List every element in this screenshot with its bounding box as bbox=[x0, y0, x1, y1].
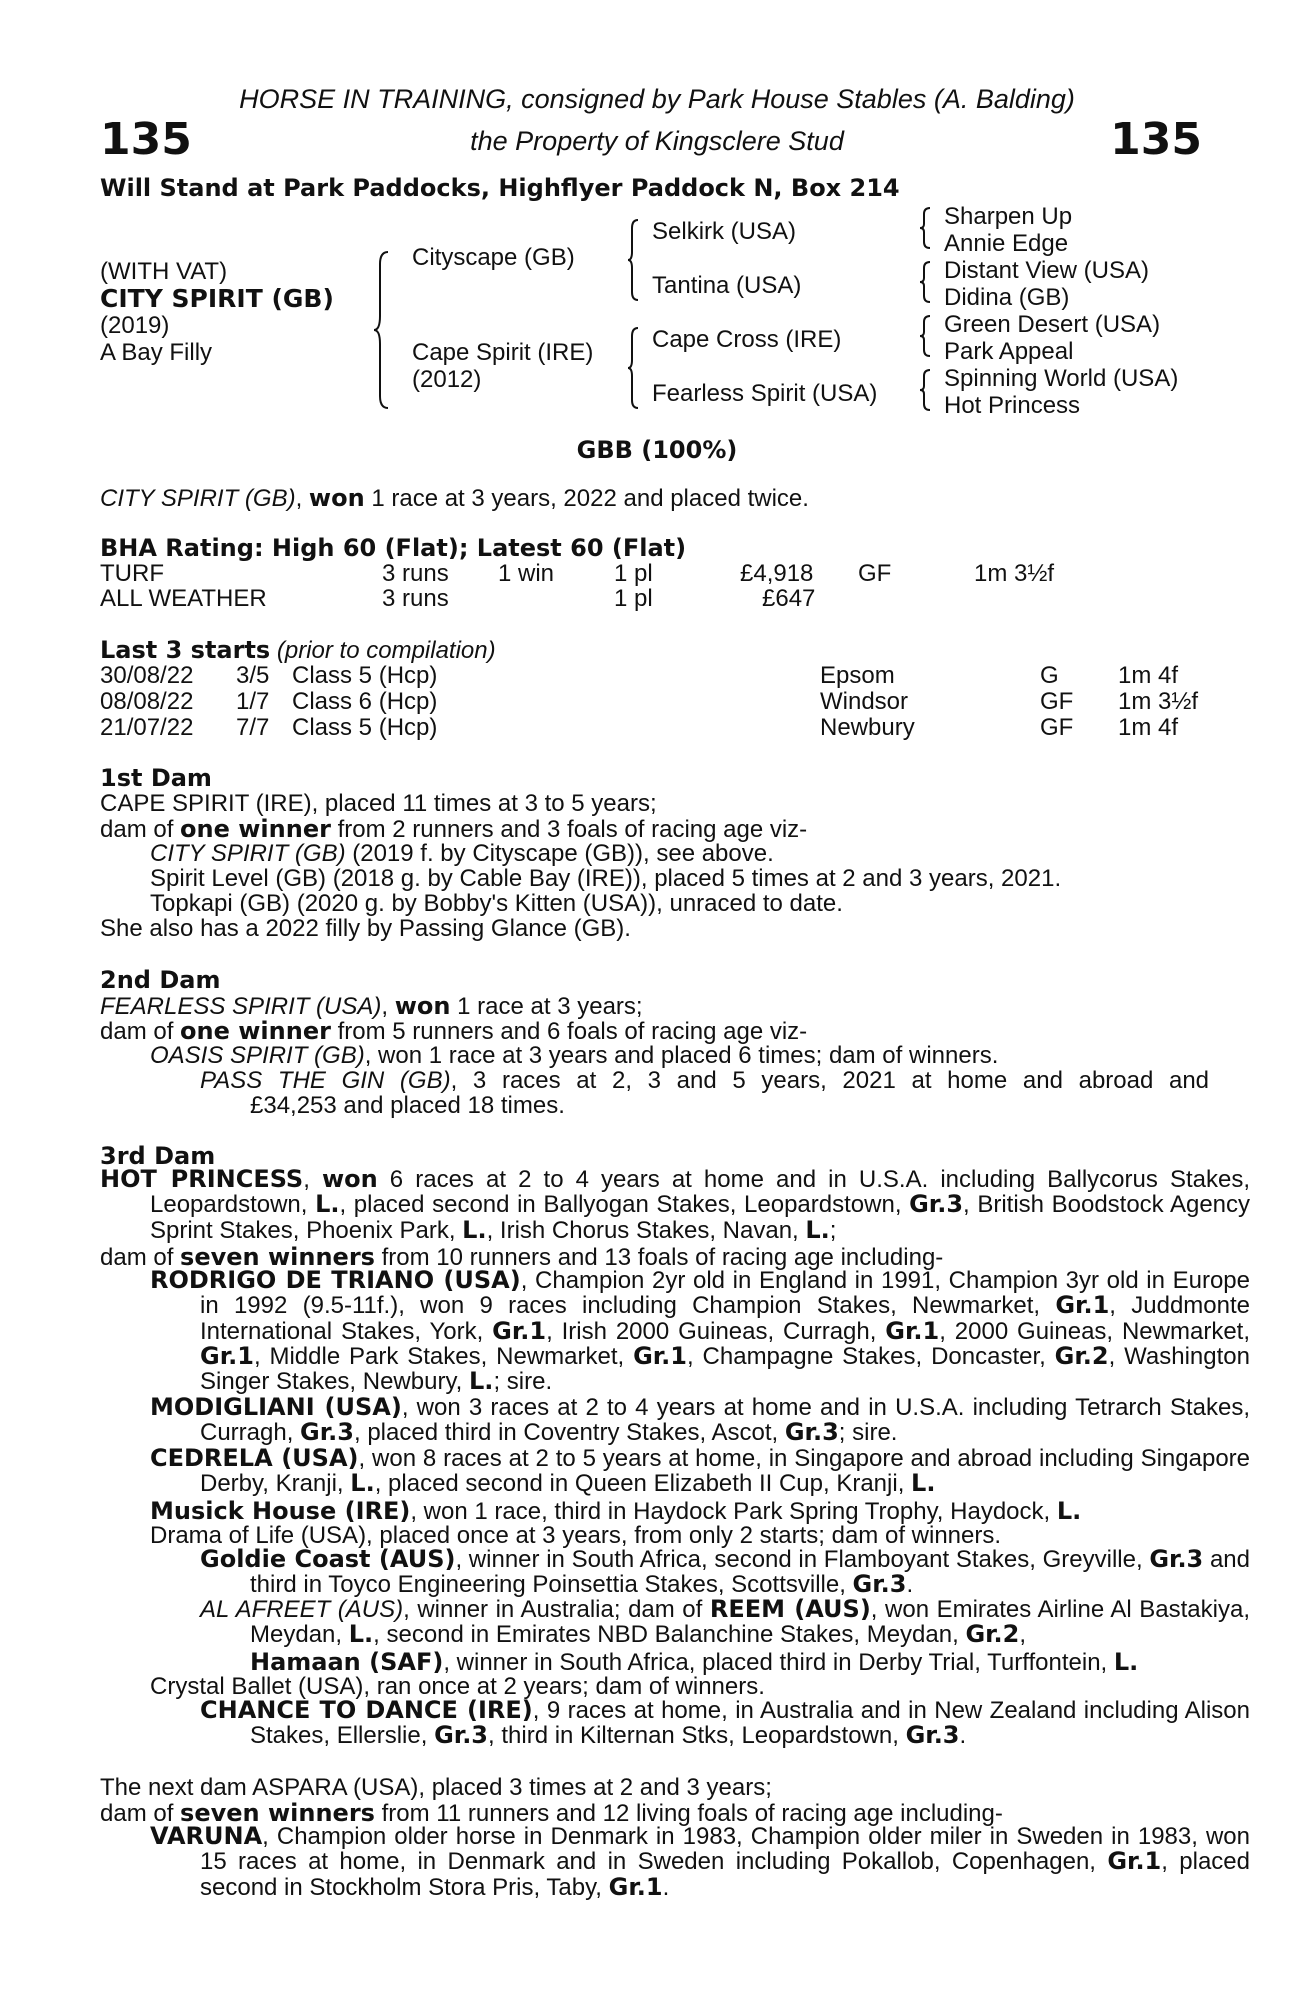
rodrigo-de-triano-entry: RODRIGO DE TRIANO (USA), Champion 2yr old in England in 1991, Champion 3yr old in Europe in 1992 (9.5-11f.), won 9 races including Champion Stakes, Newmarket, Gr.1, Juddmonte International Stakes, York, Gr.1, Irish 2000 Guineas, Curragh, Gr.1, 2000 Guineas, Newmarket, Gr.1, Middle Park Stakes, Newmarket, Gr.1, Champagne Stakes, Doncaster, Gr.2, Washington Singer Stakes, Newbury, L.; sire. bbox=[150, 1266, 1251, 1396]
goldie-coast-entry: Goldie Coast (AUS), winner in South Africa, second in Flamboyant Stakes, Greyville, Gr.3 and third in Toyco Engineering Poinsettia Stakes, Scottsville, Gr.3. bbox=[200, 1545, 1250, 1599]
sire-sire: Selkirk (USA) bbox=[652, 218, 797, 245]
pedigree-brace-g2 bbox=[918, 260, 932, 304]
gg-5: Green Desert (USA) bbox=[944, 311, 1161, 338]
vat-note: (WITH VAT) bbox=[100, 258, 228, 285]
gg-4: Didina (GB) bbox=[944, 284, 1070, 311]
hot-princess-entry: HOT PRINCESS, won 6 races at 2 to 4 years at home and in U.S.A. including Ballycorus Stakes, Leopardstown, L., placed second in Ballyogan Stakes, Leopardstown, Gr.3, British Boodstock Agency Sprint Stakes, Phoenix Park, L., Irish Chorus Stakes, Navan, L.; bbox=[100, 1165, 1251, 1244]
last-starts-title: Last 3 starts (prior to compilation) bbox=[100, 636, 496, 664]
chance-to-dance-entry: CHANCE TO DANCE (IRE), 9 races at home, in Australia and in New Zealand including Alison Stakes, Ellerslie, Gr.3, third in Kilternan Stks, Leopardstown, Gr.3. bbox=[200, 1696, 1250, 1750]
dam: Cape Spirit (IRE) bbox=[412, 339, 594, 366]
consignor-line: HORSE IN TRAINING, consigned by Park House Stables (A. Balding) bbox=[239, 84, 1075, 114]
pedigree-brace-sire bbox=[626, 218, 642, 302]
gg-3: Distant View (USA) bbox=[944, 257, 1149, 284]
bha-rating: BHA Rating: High 60 (Flat); Latest 60 (Flat) bbox=[100, 534, 687, 562]
first-dam-title: 1st Dam bbox=[100, 764, 212, 792]
gg-8: Hot Princess bbox=[944, 392, 1081, 419]
pedigree-brace-dam bbox=[626, 326, 642, 410]
stand-location: Will Stand at Park Paddocks, Highflyer Paddock N, Box 214 bbox=[100, 174, 900, 202]
produce-pass-the-gin: PASS THE GIN (GB), 3 races at 2, 3 and 5 years, 2021 at home and abroad and bbox=[200, 1067, 1210, 1094]
gg-2: Annie Edge bbox=[944, 230, 1069, 257]
first-dam-line: CAPE SPIRIT (IRE), placed 11 times at 3 to 5 years; bbox=[100, 790, 657, 817]
property-line: the Property of Kingsclere Stud bbox=[470, 126, 844, 156]
produce-spirit-level: Spirit Level (GB) (2018 g. by Cable Bay (IRE)), placed 5 times at 2 and 3 years, 2021. bbox=[150, 865, 1062, 892]
gbb-percentage: GBB (100%) bbox=[576, 436, 738, 464]
produce-2022-filly: She also has a 2022 filly by Passing Glance (GB). bbox=[100, 915, 631, 942]
hamaan-entry: Hamaan (SAF), winner in South Africa, placed third in Derby Trial, Turffontein, L. bbox=[250, 1648, 1139, 1676]
modigliani-entry: MODIGLIANI (USA), won 3 races at 2 to 4 years at home and in U.S.A. including Tetrarch Stakes, Curragh, Gr.3, placed third in Coventry Stakes, Ascot, Gr.3; sire. bbox=[150, 1393, 1250, 1447]
pass-the-gin-earnings: £34,253 and placed 18 times. bbox=[250, 1092, 565, 1119]
produce-topkapi: Topkapi (GB) (2020 g. by Bobby's Kitten (USA)), unraced to date. bbox=[150, 890, 843, 917]
dam-dam: Fearless Spirit (USA) bbox=[652, 380, 878, 407]
drama-of-life-entry: Drama of Life (USA), placed once at 3 years, from only 2 starts; dam of winners. bbox=[150, 1522, 1002, 1549]
produce-city-spirit: CITY SPIRIT (GB) (2019 f. by Cityscape (GB)), see above. bbox=[150, 840, 774, 867]
second-dam-produce: dam of one winner from 5 runners and 6 foals of racing age viz- bbox=[100, 1017, 808, 1045]
musick-house-entry: Musick House (IRE), won 1 race, third in Haydock Park Spring Trophy, Haydock, L. bbox=[150, 1497, 1082, 1525]
gg-7: Spinning World (USA) bbox=[944, 365, 1179, 392]
horse-name: CITY SPIRIT (GB) bbox=[100, 284, 334, 313]
crystal-ballet-entry: Crystal Ballet (USA), ran once at 2 years; dam of winners. bbox=[150, 1673, 765, 1700]
sire: Cityscape (GB) bbox=[412, 244, 575, 271]
horse-description: A Bay Filly bbox=[100, 339, 213, 366]
next-dam-line: The next dam ASPARA (USA), placed 3 times at 2 and 3 years; bbox=[100, 1774, 772, 1801]
sire-dam: Tantina (USA) bbox=[652, 272, 802, 299]
pedigree-brace-1 bbox=[372, 250, 392, 410]
third-dam-title: 3rd Dam bbox=[100, 1142, 216, 1170]
pedigree-brace-g3 bbox=[918, 314, 932, 358]
gg-6: Park Appeal bbox=[944, 338, 1074, 365]
second-dam-line: FEARLESS SPIRIT (USA), won 1 race at 3 years; bbox=[100, 992, 643, 1020]
lot-number-right: 135 bbox=[1110, 114, 1202, 165]
next-dam-produce: dam of seven winners from 11 runners and 12 living foals of racing age including- bbox=[100, 1799, 1003, 1827]
third-dam-produce: dam of seven winners from 10 runners and 13 foals of racing age including- bbox=[100, 1243, 944, 1271]
produce-oasis-spirit: OASIS SPIRIT (GB), won 1 race at 3 years and placed 6 times; dam of winners. bbox=[150, 1042, 999, 1069]
race-summary: CITY SPIRIT (GB), won 1 race at 3 years, 2022 and placed twice. bbox=[100, 484, 809, 512]
pedigree-brace-g4 bbox=[918, 368, 932, 412]
dam-year: (2012) bbox=[412, 366, 482, 393]
cedrela-entry: CEDRELA (USA), won 8 races at 2 to 5 years at home, in Singapore and abroad including Singapore Derby, Kranji, L., placed second in Queen Elizabeth II Cup, Kranji, L. bbox=[150, 1444, 1251, 1498]
second-dam-title: 2nd Dam bbox=[100, 966, 221, 994]
dam-sire: Cape Cross (IRE) bbox=[652, 326, 842, 353]
first-dam-produce: dam of one winner from 2 runners and 3 foals of racing age viz- bbox=[100, 815, 808, 843]
varuna-entry: VARUNA, Champion older horse in Denmark in 1983, Champion older miler in Sweden in 1983, won 15 races at home, in Denmark and in Sweden including Pokallob, Copenhagen, Gr.1, placed second in Stockholm Stora Pris, Taby, Gr.1. bbox=[150, 1822, 1251, 1901]
al-afreet-entry: AL AFREET (AUS), winner in Australia; dam of REEM (AUS), won Emirates Airline Al Bastakiya, Meydan, L., second in Emirates NBD Balanchine Stakes, Meydan, Gr.2, bbox=[200, 1595, 1250, 1649]
horse-year: (2019) bbox=[100, 312, 170, 339]
gg-1: Sharpen Up bbox=[944, 203, 1073, 230]
pedigree-brace-g1 bbox=[918, 206, 932, 250]
lot-number-left: 135 bbox=[100, 114, 192, 165]
